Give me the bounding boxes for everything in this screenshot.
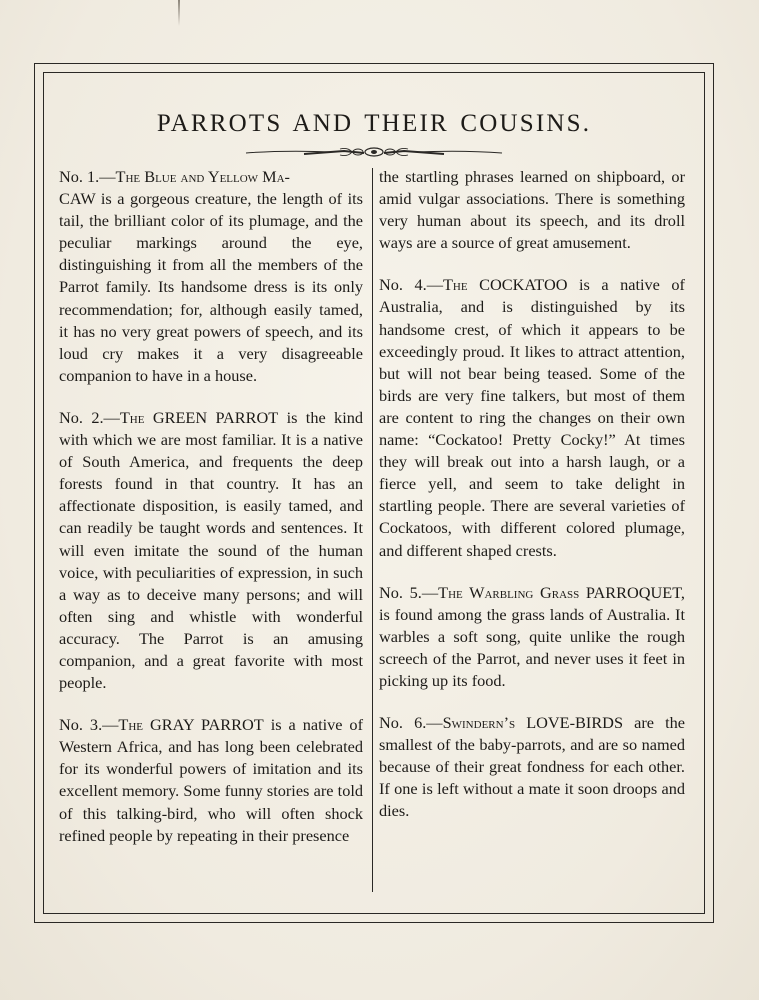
entry-text: is a native of Australia, and is distinguished by its handsome crest, of which it appears to be exceedingly proud. It likes to attract attention, but will not bear being teased. Some of the birds are very fine talkers, but most of them are content to ring the changes on their own name: “Cockatoo! Pretty Cocky!” At times they will break out into a harsh laugh, or a fierce yell, and seem to take delight in startling people. There are several varieties of Cockatoos, with different colored plumage, and different shaped crests. — [379, 275, 685, 560]
entry-number: No. 2.— — [59, 407, 120, 427]
page-title: PARROTS AND THEIR COUSINS. — [156, 110, 592, 137]
paragraph-macaw — [59, 166, 363, 387]
entry-heading: The GRAY PARROT — [118, 715, 264, 735]
paragraph-gray-parrot-continued — [379, 166, 685, 254]
column-divider — [372, 168, 373, 892]
entry-number: No. 1.— — [59, 167, 116, 186]
entry-heading: The GREEN PARROT — [119, 407, 279, 427]
entry-text: are the smallest of the baby-parrots, and are so named because of their great fondness for each other. If one is left without a mate it soon droops and dies. — [379, 713, 686, 821]
paragraph-gray-parrot — [59, 714, 363, 847]
entry-number: No. 3.— — [59, 715, 119, 735]
ornament-divider-icon — [244, 144, 504, 160]
entry-number: No. 5.— — [379, 582, 439, 602]
right-column — [379, 166, 685, 843]
entry-heading: The Warbling Grass PARROQUET, — [438, 582, 685, 602]
paragraph-parroquet — [379, 582, 685, 692]
paper-mark — [178, 0, 180, 26]
entry-text: is found among the grass lands of Australia. It warbles a soft song, quite unlike the rough screech of the Parrot, and never uses it feet in picking up its food. — [379, 604, 685, 690]
entry-heading: Swindern’s LOVE-BIRDS — [442, 713, 624, 733]
entry-heading: The COCKATOO — [442, 275, 568, 295]
entry-number: No. 6.— — [379, 713, 443, 733]
paragraph-love-birds — [379, 712, 685, 822]
entry-text: CAW is a gorgeous creature, the length of its tail, the brilliant color of its plumage, and the peculiar markings around the eye, distinguishing it from all the members of the Parrot family. Its handsome dress is its only recommendation; for, although easily tamed, it has no very great powers of speech, and its loud cry makes it a very disagreeable companion to have in a house. — [59, 189, 363, 385]
paragraph-cockatoo — [379, 274, 685, 561]
entry-text: is the kind with which we are most familiar. It is a native of South America, and frequents the deep forests found in that country. It has an affectionate disposition, is easily tamed, and can readily be taught words and sentences. It will even imitate the sound of the human voice, with peculiarities of expression, in such a way as to deceive many persons; and will often sing and whistle with wonderful accuracy. The Parrot is an amusing companion, and a great favorite with most people. — [59, 407, 364, 693]
paragraph-green-parrot — [59, 407, 363, 694]
entry-text: is a native of Western Africa, and has long been celebrated for its wonderful powers of imitation and its excellent memory. Some funny stories are told of this talking-bird, who will often shock refined people by repeating in their presence — [59, 715, 363, 845]
entry-text: the startling phrases learned on shipboard, or amid vulgar associations. There is something very human about its speech, and its droll ways are a source of great amusement. — [379, 167, 685, 253]
left-column — [59, 166, 363, 867]
entry-heading: The Blue and Yellow Ma- — [115, 167, 290, 186]
entry-number: No. 4.— — [379, 275, 443, 295]
